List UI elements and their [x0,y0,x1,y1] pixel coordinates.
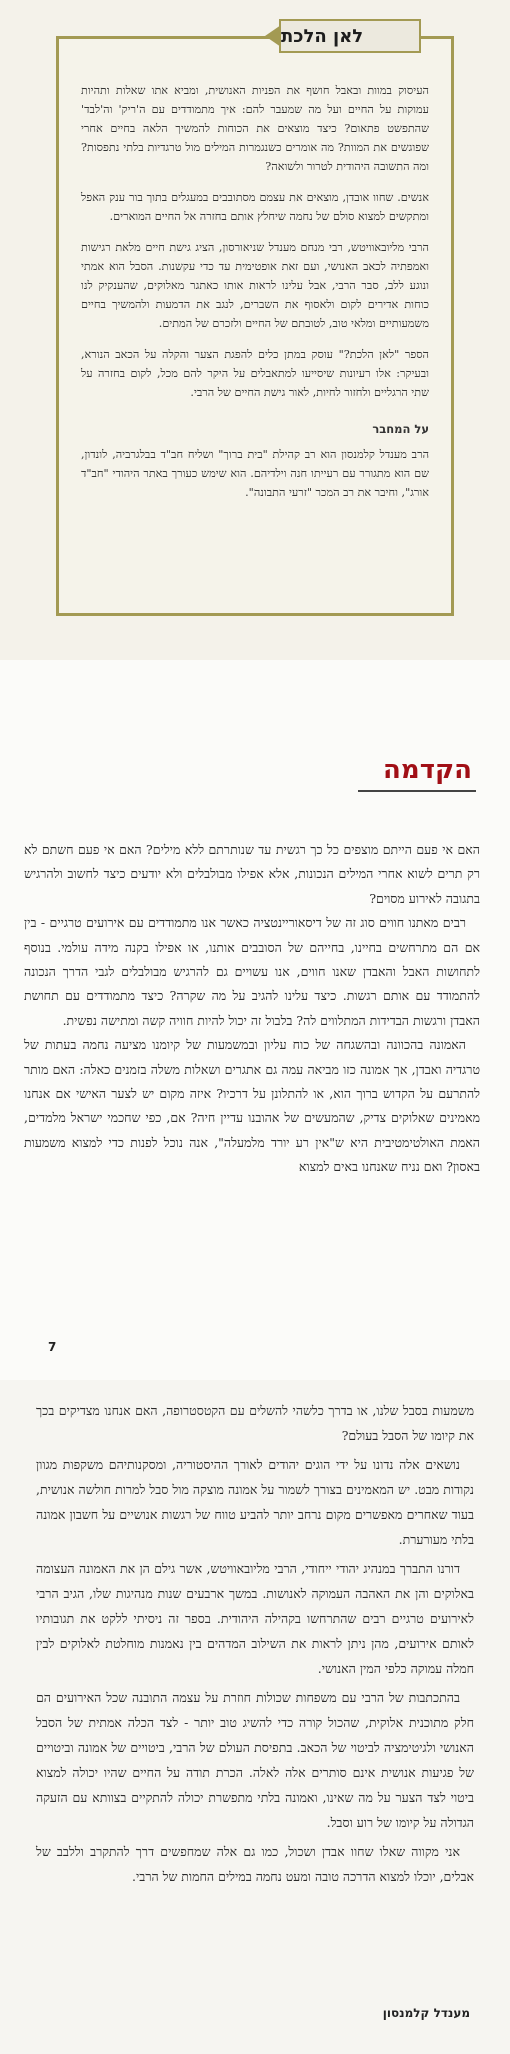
intro-paragraph: האמונה בהכוונה ובהשגחה של כוח עליון ובמשמעות של קיומנו מציעה נחמה בעתות של טרגדיה ואבדן, אך אמונה כזו מביאה עמה גם אתגרים ושאלות משלה בזמנים כאלה: האם מותר להתרעם על הקדוש ברוך הוא, או להתלונן על דרכיו? איזה מקום יש לצער האישי אם אנחנו מאמינים שאלוקים צדיק, שהמעשים של אהובנו עדיין חיה? אם, כפי שחכמי ישראל מלמדים, האמת האולטימטיבית היא ש"אין רע יורד מלמעלה", אנה נוכל לפנות כדי למצוא משמעות באסון? ואם נניח שאנחנו באים למצוא [24,1037,480,1175]
back-cover-paragraph: הספר "לאן הלכת?" עוסק במתן כלים להפגת הצער והקלה על הכאב הנורא, ובעיקר: אלו רעיונות שיסייעו למתאבלים על היקר להם מכל, לקום בחזרה על שתי הרגליים ולחזור לחיות, לאור גישת החיים של הרבי. [81,348,429,399]
continuation-paragraph: דורנו התברך במנהיג יהודי ייחודי, הרבי מליובאוויטש, אשר גילם הן את האמונה העצומה באלוקים והן את האהבה העמוקה לאנושות. במשך ארבעים שנות מנהיגות שלו, הגיב הרבי לאירועים טרגיים רבים שהתרחשו בקהילה היהודית. בספר זה ניסיתי ללקט את תגובותיו לאותם אירועים, מהן ניתן לראות את השילוב המדהים בין נאמנות מוחלטת לאלוקים לבין חמלה עמוקה כלפי המין האנושי. [36,1561,474,1676]
intro-paragraph: רבים מאתנו חווים סוג זה של דיסאוריינטציה כאשר אנו מתמודדים עם אירועים טרגיים - בין אם הם מתרחשים בחיינו, בחייהם של הסובבים אותנו, או אפילו בקנה מידה עולמי. בנוסף לתחושות האבל והאבדן שאנו חווים, אנו עשויים גם להרגיש מבולבלים לגבי הדרך הנכונה להתמודד עם אותם רגשות. כיצד עלינו להגיב על מה שקרה? כיצד מתמודדים עם תחושת האבדן ורגשות הבדידות המתלווים לה? בלבול זה יכול להיות חוויה קשה ומתישה נפשית. [24,915,480,1028]
back-cover-frame [56,25,454,616]
intro-paragraph: האם אי פעם הייתם מוצפים כל כך רגשית עד שנותרתם ללא מילים? האם אי פעם חשתם לא רק תרים לשוא אחרי המילים הנכונות, אלא אפילו מבולבלים ולא יודעים כיצד לחשוב ולהרגיש בתגובה לאירוע מסוים? [24,842,480,906]
continuation-paragraph: בהתכתבות של הרבי עם משפחות שכולות חוזרת על עצמה התובנה שכל האירועים הם חלק מתוכנית אלוקית, שהכול קורה כדי להשיג טוב יותר - לצד הכלה אמתית של הסבל האנושי ולגיטימציה לביטוי של הכאב. בתפיסת העולם של הרבי, ביטויים של אמונה וביטויים של פגיעות אנושית אינם סותרים אלה לאלה. הכרת תודה על החיים שהיו יכולה למצוא ביטוי לצד הצער על מה שאינו, ואמונה בלתי מתפשרת יכולה להתקיים בצוותא עם הזעקה הגדולה על קיומו של רוע וסבל. [36,1690,474,1830]
back-cover-paragraph: העיסוק במוות ובאבל חושף את הפניות האנושית, ומביא אתו שאלות ותהיות עמוקות על החיים ועל מה שמעבר להם: איך מתמודדים עם ה'ריק' וה'לבד' שהתפשט פתאום? כיצד מוצאים את הכוחות להמשיך הלאה בחיים אחרי שפוגשים את המוות? מה אומרים כשנגמרות המילים מול טרגדיות בלתי נתפסות? ומה התשובה היהודית לטרור ולשואה? [81,84,429,173]
continuation-paragraph: נושאים אלה נדונו על ידי הוגים יהודים לאורך ההיסטוריה, ומסקנותיהם משקפות מגוון נקודות מבט. יש המאמינים בצורך לשמור על אמונה מוצקה מול סבל למרות חולשה אנושית, בעוד שאחרים מאפשרים מקום נרחב יותר להביע טווח של רגשות אנושיים על חשבון אמונה בלתי מעורערת. [36,1457,474,1547]
back-cover-title: לאן הלכת [279,19,421,53]
intro-text [24,838,480,1180]
intro-title: הקדמה [383,755,472,785]
back-cover-page [0,0,510,660]
about-author-text: הרב מענדל קלמנסון הוא רב קהילת "בית ברוך" ושליח חב"ד בבלגרביה, לונדון, שם הוא מתגורר עם רעייתו חנה וילדיהם. הוא שימש כעורך באתר היהודי "חב"ד אורג", וחיבר את רב המכר "זרעי התבונה". [81,448,429,499]
back-cover-paragraph: הרבי מליובאוויטש, רבי מנחם מענדל שניאורסון, הציג גישת חיים מלאת רגישות ואמפתיה לכאב האנושי, ועם זאת אופטימית עד כדי עקשנות. הסבל הוא אמתי ונוגע ללב, סבר הרבי, אבל עלינו לראות אותו כאתגר מאלוקים, שהענקיק לנו כוחות אדירים לקום ולאסוף את השברים, לנגב את הדמעות ולהמשיך בחיים משמעותיים ומלאי טוב, לטובתם של החיים ולזכרם של המתים. [81,241,429,330]
continuation-text [36,1398,474,1893]
intro-title-underline [358,790,476,792]
continuation-paragraph: אני מקווה שאלו שחוו אבדן ושכול, כמו גם אלה שמחפשים דרך להתקרב וללבב של אבלים, יוכלו למצוא הדרכה טובה ומעט נחמה במילים החמות של הרבי. [36,1844,474,1884]
continuation-paragraph: משמעות בסבל שלנו, או בדרך כלשהי להשלים עם הקטסטרופה, האם אנחנו מצדיקים בכך את קיומו של הסבל בעולם? [36,1403,474,1443]
back-cover-paragraph: אנשים. שחוו אובדן, מוצאים את עצמם מסתובבים במעגלים בתוך בור ענק האפל ומתקשים למצוא סולם של נחמה שיחלץ אותם בחזרה אל החיים המוארים. [81,191,429,223]
author-signature: מענדל קלמנסון [382,2006,470,2020]
about-author-title: על המחבר [372,422,429,436]
page-number: 7 [48,1340,57,1354]
back-cover-text [81,81,429,514]
